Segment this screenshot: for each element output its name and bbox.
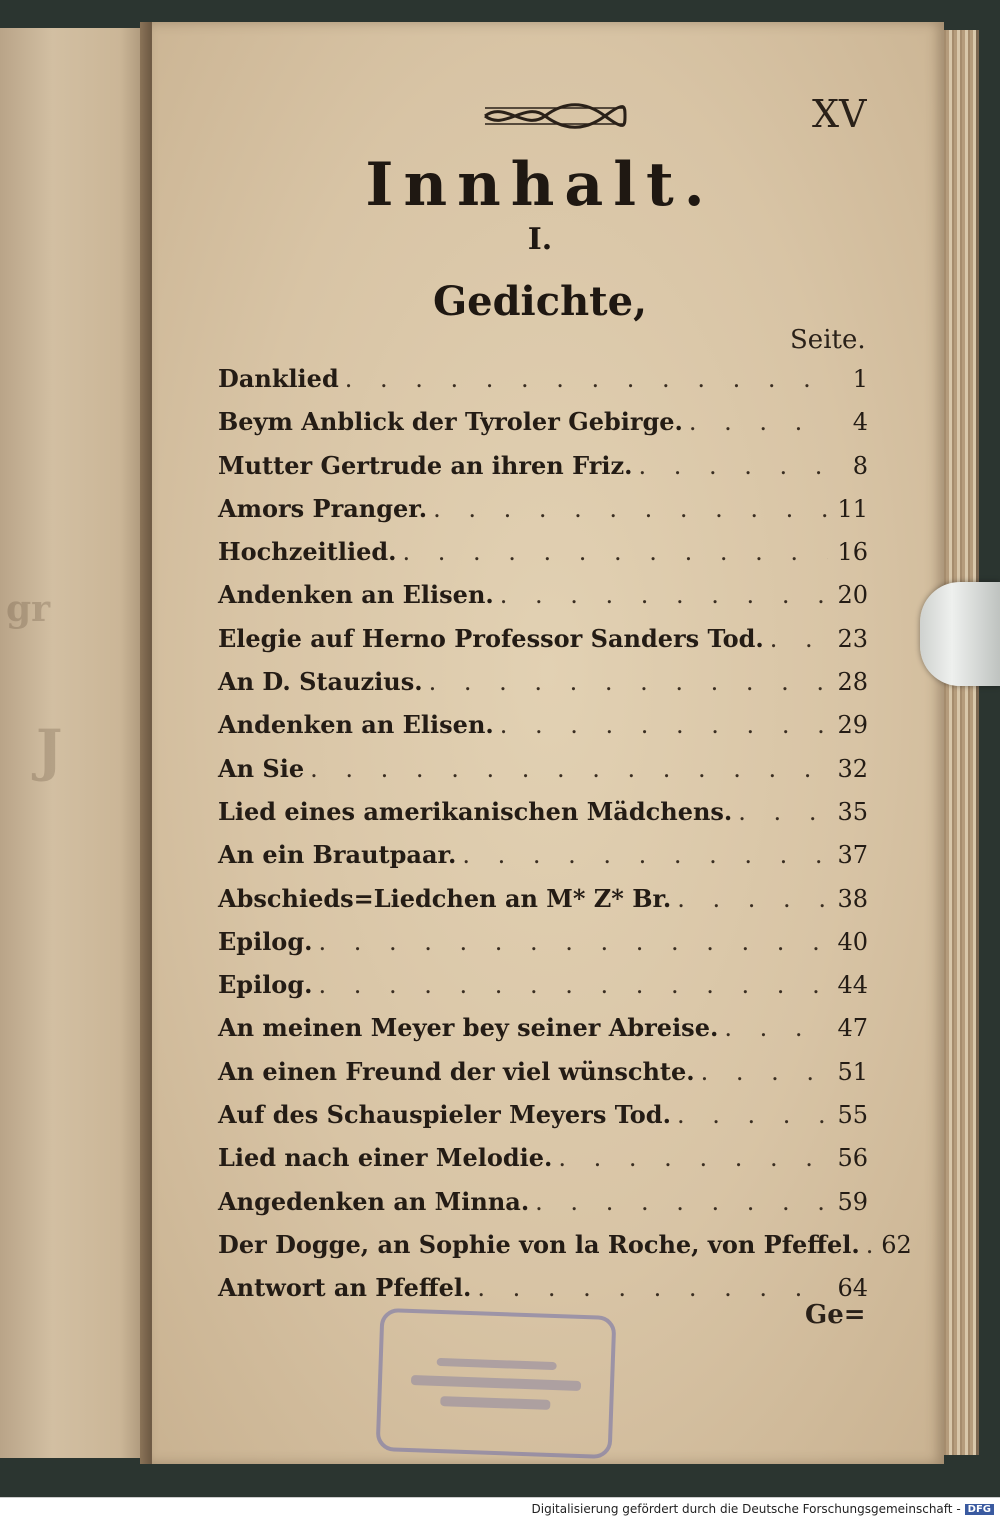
toc-entry-page: 38: [837, 884, 868, 913]
toc-entry-title: Epilog.: [218, 970, 313, 1000]
toc-leader-dots: [529, 1188, 828, 1216]
toc-entry-title: Antwort an Pfeffel.: [218, 1273, 472, 1303]
toc-entry: [218, 537, 868, 580]
toc-entry-title: Epilog.: [218, 926, 313, 956]
toc-entry-title: Danklied: [218, 364, 339, 393]
toc-entry-page: 20: [837, 581, 868, 610]
toc-entry: [218, 1187, 868, 1230]
toc-leader-dots: [339, 365, 828, 393]
toc-entry-title: Angedenken an Minna.: [218, 1186, 530, 1216]
toc-entry-page: 4: [852, 408, 868, 437]
toc-leader-dots: [312, 928, 828, 956]
toc-entry: [218, 1229, 912, 1273]
toc-entry-page: 37: [837, 841, 868, 870]
toc-leader-dots: [632, 452, 828, 480]
page-marker-tab: [920, 582, 1000, 686]
toc-leader-dots: [494, 581, 828, 609]
toc-entry-page: 64: [837, 1274, 868, 1303]
toc-entry-page: 1: [852, 365, 868, 393]
toc-entry-title: An D. Stauzius.: [218, 667, 423, 697]
toc-entry-title: Auf des Schauspieler Meyers Tod.: [218, 1100, 671, 1130]
toc-leader-dots: [456, 841, 828, 869]
toc-entry-page: 32: [837, 754, 868, 783]
toc-entry-page: 35: [837, 797, 868, 826]
toc-leader-dots: [671, 885, 828, 913]
toc-entry-title: Andenken an Elisen.: [218, 710, 494, 740]
toc-entry-page: 47: [837, 1014, 868, 1043]
toc-entry-title: Mutter Gertrude an ihren Friz.: [218, 450, 633, 480]
toc-entry-title: An Sie: [218, 753, 305, 783]
toc-entry-title: Elegie auf Herno Professor Sanders Tod.: [218, 623, 764, 653]
toc-entry: [218, 1057, 868, 1100]
catchword: Ge=: [805, 1300, 866, 1330]
page-title: Innhalt.: [365, 150, 715, 220]
toc-entry-page: 11: [837, 494, 868, 523]
toc-entry-page: 44: [837, 971, 868, 1000]
toc-entry-title: Hochzeitlied.: [218, 537, 397, 567]
toc-entry-title: Andenken an Elisen.: [218, 580, 494, 610]
toc-entry-title: An meinen Meyer bey seiner Abreise.: [218, 1013, 719, 1043]
toc-entry-title: Amors Pranger.: [218, 493, 428, 523]
toc-entry-page: 56: [837, 1144, 868, 1173]
toc-leader-dots: [312, 971, 828, 999]
toc-leader-dots: [732, 798, 828, 826]
toc-entry: [218, 624, 868, 667]
toc-leader-dots: [552, 1144, 828, 1172]
toc-entry: [218, 840, 868, 883]
toc-entry: [218, 1013, 868, 1056]
footer-text: Digitalisierung gefördert durch die Deutsche Forschungsgemeinschaft -: [531, 1502, 961, 1516]
toc-entry-page: 55: [837, 1101, 868, 1130]
toc-leader-dots: [304, 755, 828, 783]
toc-entry: [218, 1100, 868, 1143]
toc-leader-dots: [695, 1058, 828, 1086]
bleed-through-text: J: [36, 718, 63, 784]
section-number: I.: [527, 222, 553, 257]
dfg-logo: DFG: [965, 1504, 994, 1515]
toc-leader-dots: [860, 1231, 872, 1259]
toc-entry-page: 40: [837, 927, 868, 956]
ornament-icon: [480, 96, 630, 136]
toc-entry-page: 59: [837, 1187, 868, 1216]
toc-entry: [218, 970, 868, 1013]
toc-entry: [218, 710, 868, 753]
library-stamp: [376, 1308, 617, 1459]
toc-entry: [218, 407, 868, 450]
toc-leader-dots: [471, 1274, 828, 1302]
toc-entry-page: 28: [837, 668, 868, 697]
toc-entry: [218, 667, 868, 710]
page-folio: XV: [812, 92, 867, 136]
toc-entry-page: 23: [837, 624, 868, 653]
toc-leader-dots: [397, 538, 829, 566]
toc-leader-dots: [427, 495, 828, 523]
toc-leader-dots: [671, 1101, 828, 1129]
footer-bar: [0, 1497, 1000, 1520]
toc-entry-title: Der Dogge, an Sophie von la Roche, von Pfeffel.: [218, 1229, 860, 1259]
table-of-contents: [218, 364, 912, 1317]
toc-entry: [218, 927, 868, 970]
toc-entry-page: 29: [837, 711, 868, 740]
section-title: Gedichte,: [432, 278, 648, 325]
toc-entry: [218, 1143, 868, 1186]
toc-entry-page: 16: [837, 538, 868, 567]
toc-entry: [218, 1273, 868, 1316]
toc-entry-title: An ein Brautpaar.: [218, 840, 457, 870]
toc-entry-title: Abschieds=Liedchen an M* Z* Br.: [218, 883, 672, 913]
page-column-label: Seite.: [790, 325, 866, 355]
toc-entry-page: 62: [881, 1230, 912, 1259]
bleed-through-text: gr: [6, 588, 51, 630]
toc-entry-page: 51: [837, 1057, 868, 1086]
toc-leader-dots: [764, 625, 828, 653]
toc-entry-title: An einen Freund der viel wünschte.: [218, 1056, 695, 1086]
toc-entry-title: Lied eines amerikanischen Mädchens.: [218, 796, 733, 826]
toc-entry: [218, 494, 868, 537]
toc-leader-dots: [423, 668, 828, 696]
toc-entry-title: Beym Anblick der Tyroler Gebirge.: [218, 407, 683, 437]
toc-entry-page: 8: [852, 451, 868, 480]
toc-entry: [218, 884, 868, 927]
toc-entry: [218, 451, 868, 494]
toc-entry-title: Lied nach einer Melodie.: [218, 1143, 553, 1173]
toc-leader-dots: [494, 711, 828, 739]
left-page: [0, 28, 150, 1458]
toc-entry: [218, 754, 868, 797]
toc-entry: [218, 797, 868, 840]
toc-leader-dots: [718, 1014, 828, 1042]
toc-leader-dots: [683, 408, 828, 436]
toc-entry: [218, 364, 868, 407]
toc-entry: [218, 580, 868, 623]
